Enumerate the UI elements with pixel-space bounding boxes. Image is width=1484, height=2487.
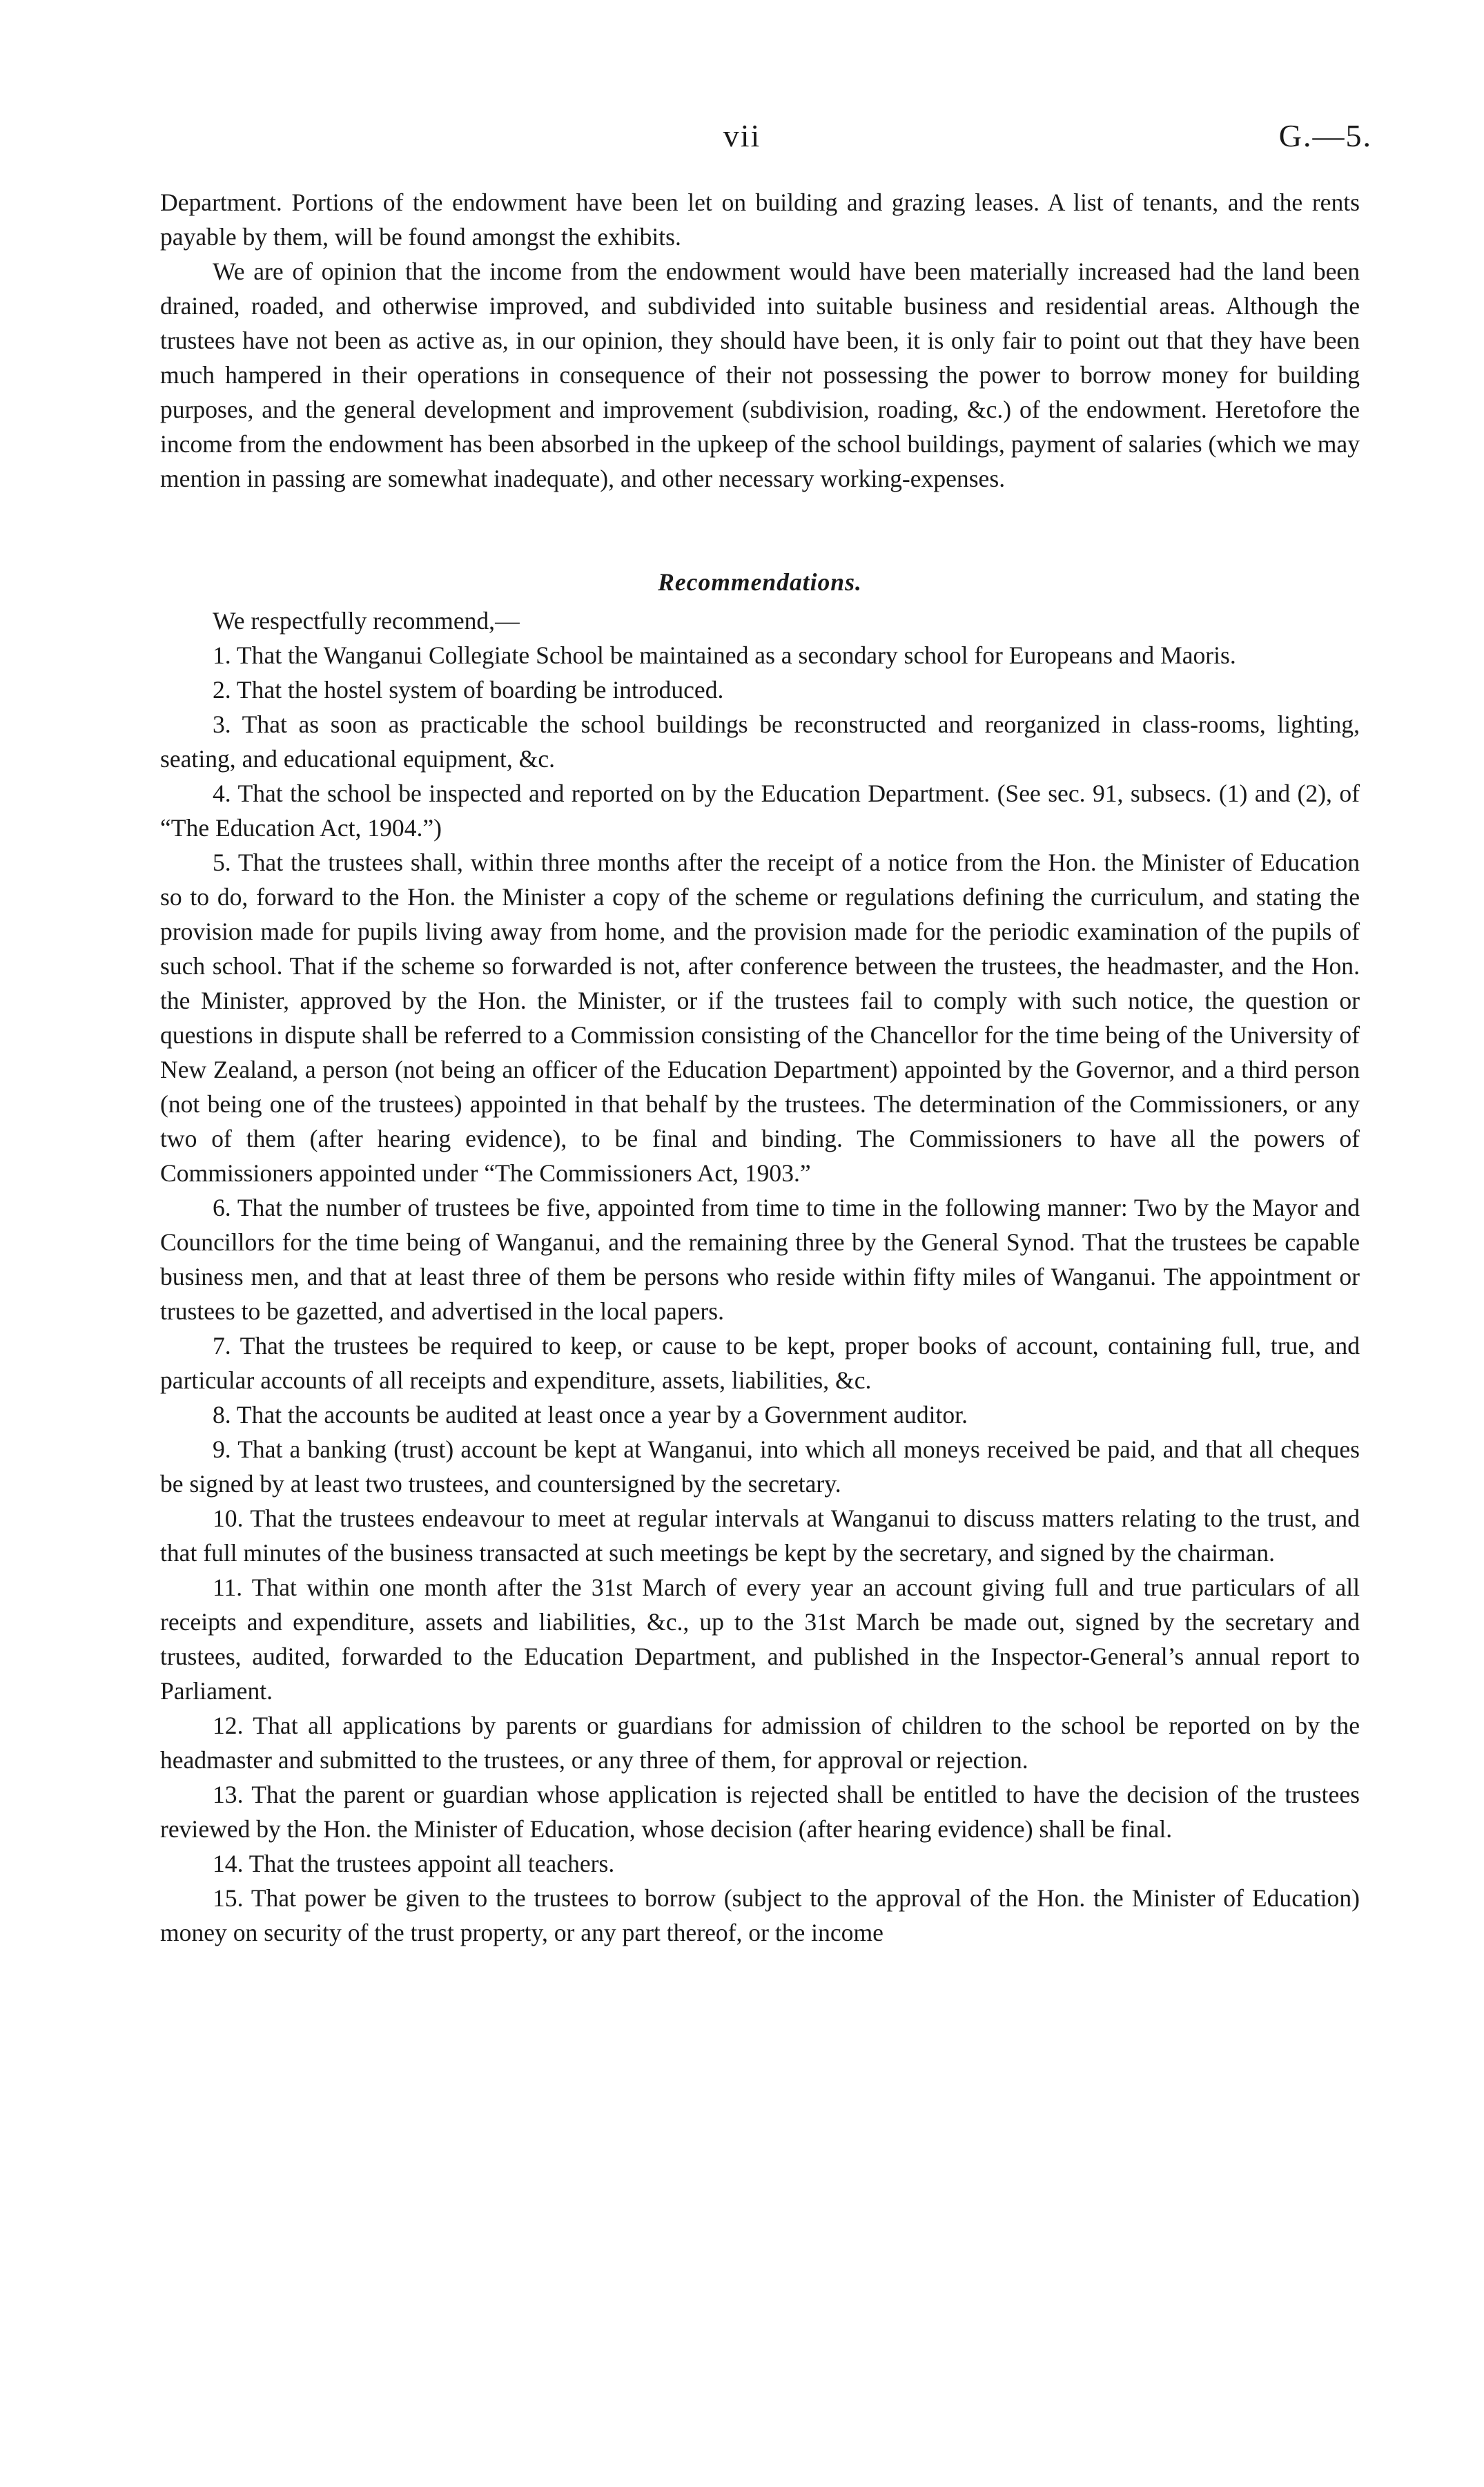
section-heading: Recommendations. xyxy=(658,568,862,596)
recommendation-item: 12. That all applications by parents or guardians for admission of children to the school be reported on by the headmaster and submitted to the trustees, or any three of them, for approval or rejection. xyxy=(160,1712,1360,1774)
recommendation-item: 3. That as soon as practicable the school buildings be reconstructed and reorganized in class-rooms, lighting, seating, and educational equipment, &c. xyxy=(160,710,1360,773)
recommendation-item: 13. That the parent or guardian whose application is rejected shall be entitled to have the decision of the trustees reviewed by the Hon. the Minister of Education, whose decision (after hearing evidence) shall be final. xyxy=(160,1781,1360,1843)
recommendation-item: 1. That the Wanganui Collegiate School be maintained as a secondary school for Europeans and Maoris. xyxy=(213,641,1236,669)
recommendation-item: 8. That the accounts be audited at least once a year by a Government auditor. xyxy=(213,1401,968,1429)
recommendations-intro: We respectfully recommend,— xyxy=(213,607,520,635)
page-number: vii xyxy=(723,118,761,153)
body-text xyxy=(160,185,1360,1950)
recommendation-item: 15. That power be given to the trustees to borrow (subject to the approval of the Hon. the Minister of Education) money on security of the trust property, or any part thereof, or the income xyxy=(160,1884,1360,1946)
paragraph-opinion: We are of opinion that the income from the endowment would have been materially increased had the land been drained, roaded, and otherwise improved, and subdivided into suitable business and residential areas. Although the trustees have not been as active as, in our opinion, they should have been, it is only fair to point out that they have been much hampered in their operations in consequence of their not possessing the power to borrow money for building purposes, and the general development and improvement (subdivision, roading, &c.) of the endowment. Heretofore the income from the endowment has been absorbed in the upkeep of the school buildings, payment of salaries (which we may mention in passing are somewhat inadequate), and other necessary working-expenses. xyxy=(160,258,1360,492)
recommendation-item: 7. That the trustees be required to keep, or cause to be kept, proper books of account, containing full, true, and particular accounts of all receipts and expenditure, assets, liabilities, &c. xyxy=(160,1332,1360,1394)
recommendations-list xyxy=(160,638,1360,1950)
page-header xyxy=(0,117,1484,166)
recommendation-item: 4. That the school be inspected and reported on by the Education Department. (See sec. 91, subsecs. (1) and (2), of “The Education Act, 1904.”) xyxy=(160,780,1360,842)
recommendation-item: 5. That the trustees shall, within three months after the receipt of a notice from the Hon. the Minister of Education so to do, forward to the Hon. the Minister a copy of the scheme or regulations defining the curriculum, and stating the provision made for pupils living away from home, and the provision made for the periodic examination of the pupils of such school. That if the scheme so forwarded is not, after conference between the trustees, the headmaster, and the Hon. the Minister, approved by the Hon. the Minister, or if the trustees fail to comply with such notice, the question or questions in dispute shall be referred to a Commission consisting of the Chancellor for the time being of the University of New Zealand, a person (not being an officer of the Education Department) appointed by the Governor, and a third person (not being one of the trustees) appointed in that behalf by the trustees. The determination of the Commissioners, or any two of them (after hearing evidence), to be final and binding. The Commissioners to have all the powers of Commissioners appointed under “The Commissioners Act, 1903.” xyxy=(160,849,1360,1187)
recommendation-item: 10. That the trustees endeavour to meet at regular intervals at Wanganui to discuss matters relating to the trust, and that full minutes of the business transacted at such meetings be kept by the secretary, and signed by the chairman. xyxy=(160,1504,1360,1567)
recommendation-item: 6. That the number of trustees be five, appointed from time to time in the following manner: Two by the Mayor and Councillors for the time being of Wanganui, and the remaining three by the General Synod. That the trustees be capable business men, and that at least three of them be persons who reside within fifty miles of Wanganui. The appointment or trustees to be gazetted, and advertised in the local papers. xyxy=(160,1194,1360,1325)
recommendation-item: 14. That the trustees appoint all teachers. xyxy=(213,1850,615,1877)
paragraph-continuation: Department. Portions of the endowment have been let on building and grazing leases. A list of tenants, and the rents payable by them, will be found amongst the exhibits. xyxy=(160,188,1360,251)
recommendation-item: 9. That a banking (trust) account be kept at Wanganui, into which all moneys received be paid, and that all cheques be signed by at least two trustees, and countersigned by the secretary. xyxy=(160,1435,1360,1498)
recommendation-item: 2. That the hostel system of boarding be introduced. xyxy=(213,676,724,704)
document-reference: G.—5. xyxy=(1278,118,1372,153)
section-spacer xyxy=(160,496,1360,565)
recommendation-item: 11. That within one month after the 31st March of every year an account giving full and true particulars of all receipts and expenditure, assets and liabilities, &c., up to the 31st March be made out, signed by the secretary and trustees, audited, forwarded to the Education Department, and published in the Inspector-General’s annual report to Parliament. xyxy=(160,1574,1360,1705)
